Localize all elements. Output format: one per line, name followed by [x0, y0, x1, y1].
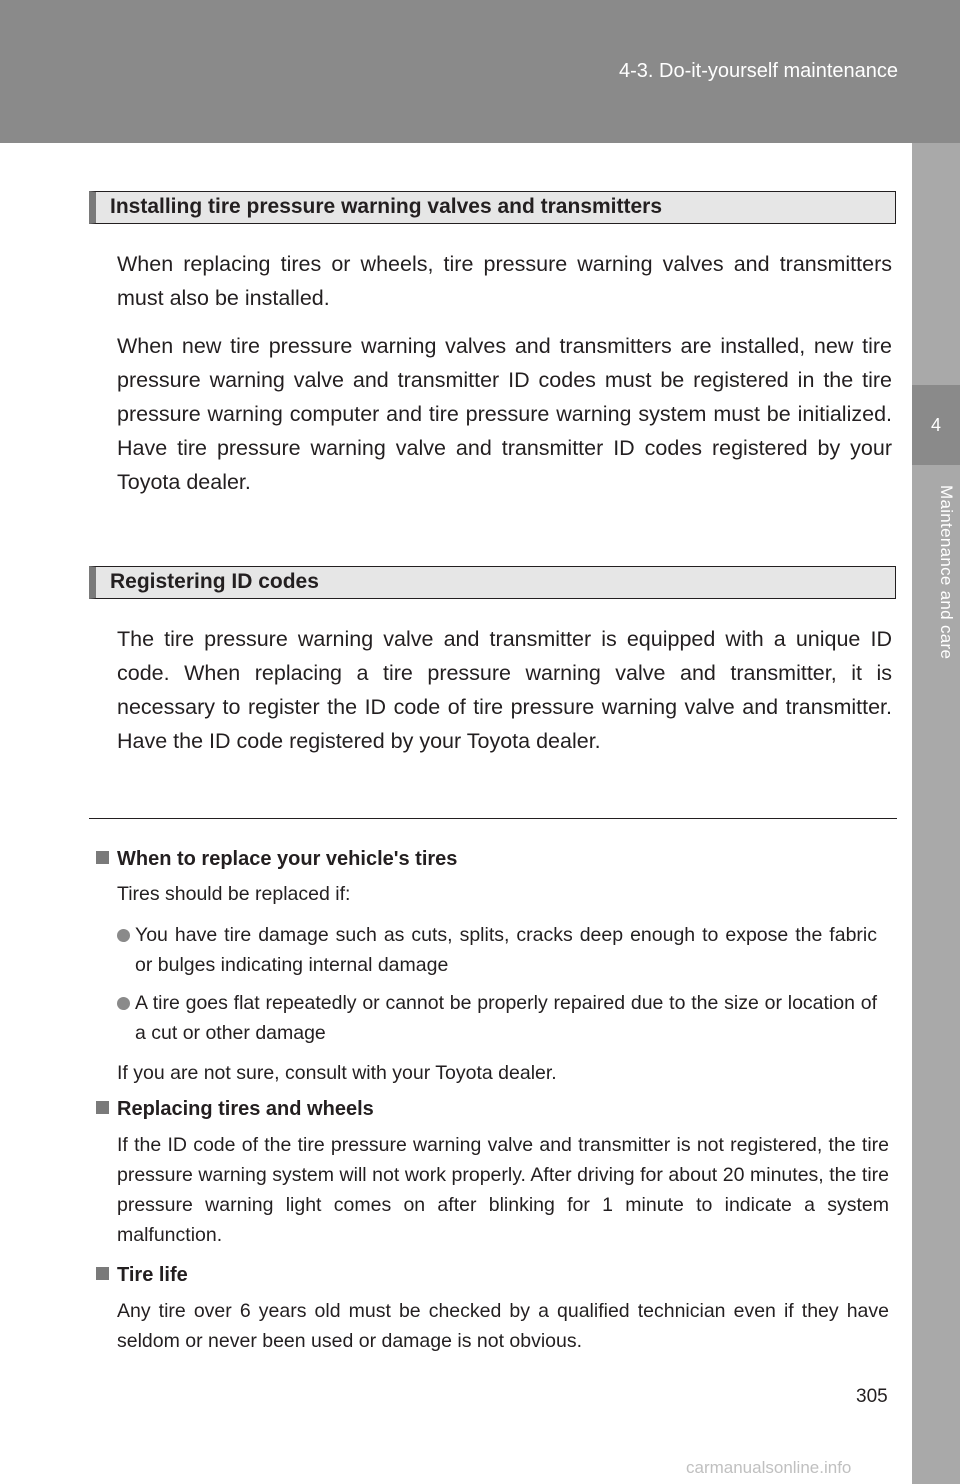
square-bullet-icon — [96, 1101, 109, 1114]
circle-bullet-icon — [117, 929, 130, 942]
side-tab-number: 4 — [912, 385, 960, 465]
side-tab — [912, 465, 960, 1484]
list-item: You have tire damage such as cuts, splits, cracks deep enough to expose the fabric or bulges indicating internal damage — [117, 920, 877, 980]
divider — [89, 818, 897, 819]
note-text: If the ID code of the tire pressure warning valve and transmitter is not registered, the tire pressure warning system will not work properly. After driving for about 20 minutes, the tire pressure warning light comes on after blinking for 1 minute to indicate a system malfunction. — [117, 1134, 889, 1246]
side-tab-label: Maintenance and care — [937, 485, 956, 660]
note-title-replace-tires: When to replace your vehicle's tires — [96, 848, 457, 871]
square-bullet-icon — [96, 1267, 109, 1280]
note-text: Any tire over 6 years old must be checked by a qualified technician even if they have seldom or never been used or damage is not obvious. — [117, 1300, 889, 1352]
list-item: A tire goes flat repeatedly or cannot be properly repaired due to the size or location of a cut or other damage — [117, 988, 877, 1048]
section-heading-registering — [89, 566, 896, 599]
section-heading-installing — [89, 191, 896, 224]
paragraph: When replacing tires or wheels, tire pressure warning valves and transmitters must also be installed. — [117, 252, 892, 310]
section-heading-text: Installing tire pressure warning valves and transmitters — [110, 195, 663, 218]
section-heading-text: Registering ID codes — [110, 570, 319, 593]
square-bullet-icon — [96, 851, 109, 864]
note-title-tire-life: Tire life — [96, 1264, 188, 1287]
circle-bullet-icon — [117, 997, 130, 1010]
side-tab-spacer — [912, 143, 960, 385]
watermark: carmanualsonline.info — [686, 1458, 852, 1477]
paragraph: The tire pressure warning valve and transmitter is equipped with a unique ID code. When replacing a tire pressure warning valve and transmitter, it is necessary to register the ID code of tire pressure warning valve and transmitter. Have the ID code registered by your Toyota dealer. — [117, 627, 892, 753]
chapter-title: 4-3. Do-it-yourself maintenance — [618, 60, 898, 82]
paragraph: When new tire pressure warning valves and transmitters are installed, new tire pressure warning valve and transmitter ID codes must be registered in the tire pressure warning computer and tire pressure warning system must be initialized. Have tire pressure warning valve and transmitter ID codes registered by your Toyota dealer. — [117, 334, 892, 494]
note-outro: If you are not sure, consult with your Toyota dealer. — [117, 1062, 557, 1084]
note-intro: Tires should be replaced if: — [117, 883, 351, 905]
page-number: 305 — [856, 1386, 888, 1407]
note-title-replacing-wheels: Replacing tires and wheels — [96, 1098, 374, 1121]
